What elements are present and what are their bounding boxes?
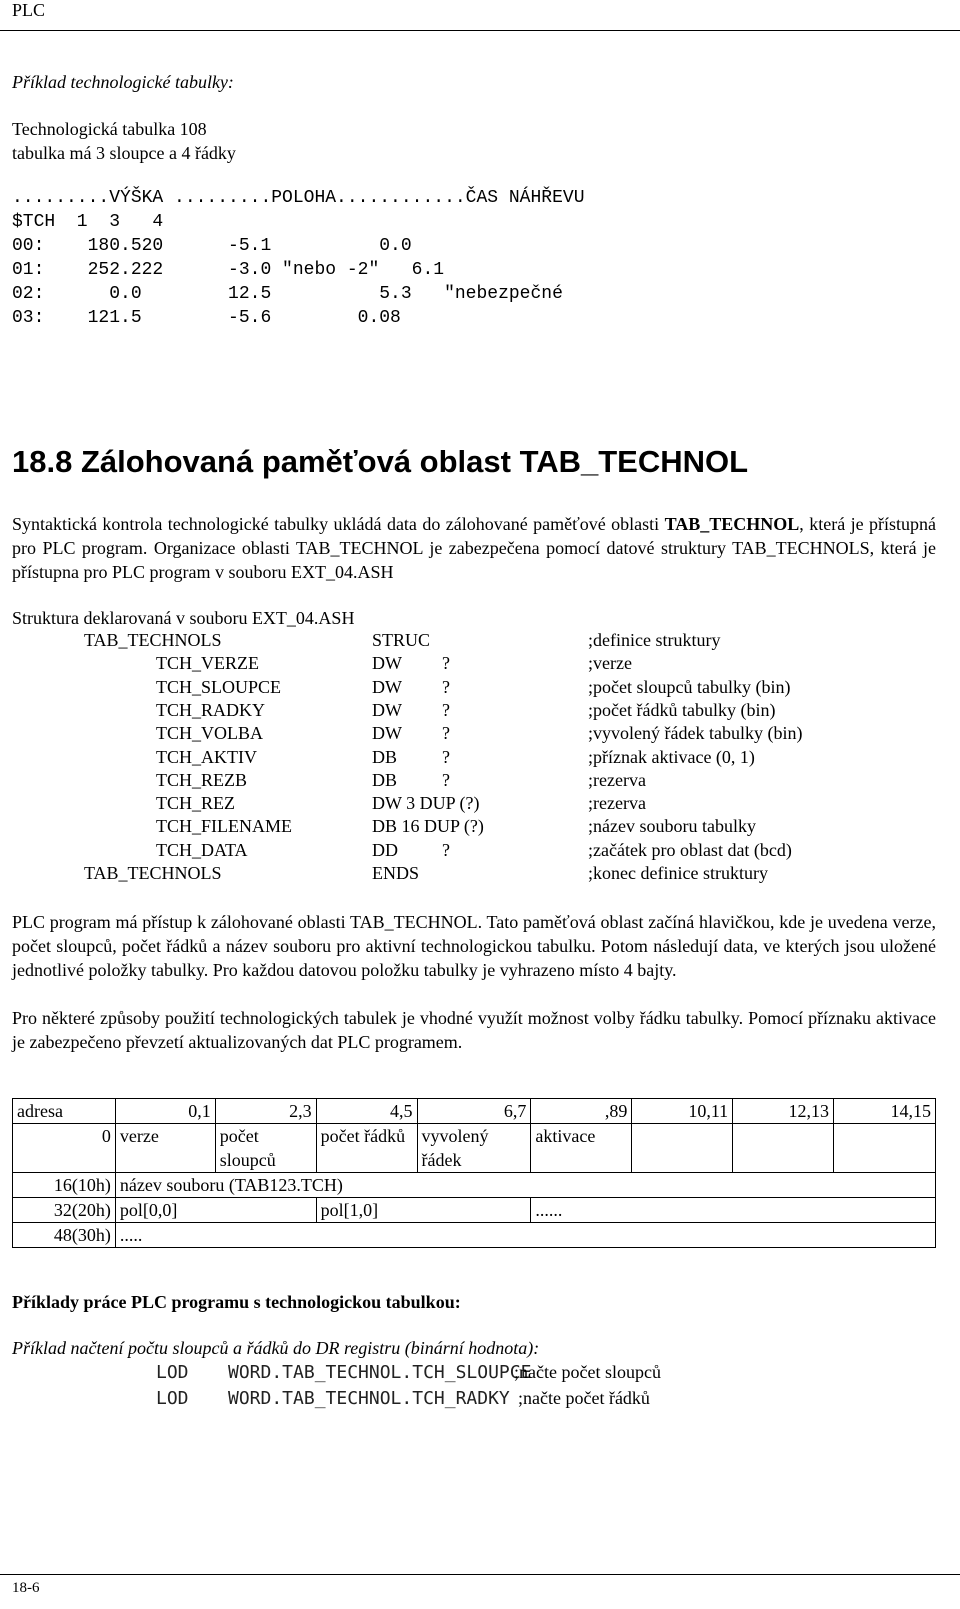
listing-line: 01: 252.222 -3.0 "nebo -2" 6.1: [12, 260, 445, 280]
struct-field-comment: ;rezerva: [588, 793, 646, 813]
header-cell: adresa: [13, 1099, 116, 1124]
struct-field-comment: ;verze: [588, 653, 632, 673]
code-arg: WORD.TAB_TECHNOL.TCH_RADKY: [228, 1388, 510, 1409]
struct-field-name: TCH_REZ: [156, 793, 235, 813]
table-cell: vyvolený řádek: [417, 1124, 531, 1173]
struct-field-comment: ;příznak aktivace (0, 1): [588, 747, 755, 767]
listing-line: 00: 180.520 -5.1 0.0: [12, 236, 412, 256]
struct-caption: Struktura deklarovaná v souboru EXT_04.ASH: [12, 608, 355, 628]
table-cell: .....: [115, 1223, 935, 1248]
struct-field-type: DW 3 DUP (?): [372, 793, 480, 813]
struct-field-comment: ;počet sloupců tabulky (bin): [588, 677, 791, 697]
header-rule: [0, 30, 960, 31]
struct-field-name: TCH_RADKY: [156, 700, 266, 720]
header-cell: 6,7: [417, 1099, 531, 1124]
struct-field-type: DW: [372, 700, 402, 720]
table-cell: počet řádků: [316, 1124, 417, 1173]
struct-field-comment: ;začátek pro oblast dat (bcd): [588, 840, 792, 860]
struct-field-init: ?: [442, 700, 450, 720]
struct-field-type: DB: [372, 770, 398, 790]
addr-cell: 32(20h): [13, 1198, 116, 1223]
struct-field-type: DB 16 DUP (?): [372, 816, 484, 836]
table-row: [13, 1124, 936, 1173]
struct-field-name: TCH_VOLBA: [156, 723, 263, 743]
table-cell: aktivace: [531, 1124, 632, 1173]
code-arg: WORD.TAB_TECHNOL.TCH_SLOUPCE: [228, 1362, 532, 1383]
struct-field-type: DB: [372, 747, 398, 767]
struct-field-comment: ;konec definice struktury: [588, 863, 768, 883]
header-cell: 12,13: [733, 1099, 834, 1124]
table-dims: tabulka má 3 sloupce a 4 řádky: [12, 143, 236, 163]
code-comment: ;načte počet sloupců: [514, 1362, 661, 1382]
examples-title: Příklady práce PLC programu s technologickou tabulkou:: [12, 1292, 461, 1312]
page-number: 18-6: [12, 1580, 40, 1596]
table-row: [13, 1198, 936, 1223]
struct-field-comment: ;rezerva: [588, 770, 646, 790]
header-cell: 4,5: [316, 1099, 417, 1124]
struct-field-init: ?: [442, 770, 450, 790]
addr-cell: 48(30h): [13, 1223, 116, 1248]
intro-paragraph: [12, 512, 936, 584]
code-op: LOD: [156, 1362, 189, 1383]
struct-field-name: TCH_DATA: [156, 840, 248, 860]
table-header-row: [13, 1099, 936, 1124]
table-cell: [733, 1124, 834, 1173]
table-cell: pol[0,0]: [115, 1198, 316, 1223]
struct-field-name: TAB_TECHNOLS: [84, 863, 222, 883]
footer-rule: [0, 1574, 960, 1575]
struct-field-init: ?: [442, 723, 450, 743]
struct-field-name: TCH_FILENAME: [156, 816, 292, 836]
struct-field-init: ?: [442, 840, 450, 860]
listing-line: $TCH 1 3 4: [12, 212, 164, 232]
intro-text-2: , která je přístupná pro PLC program. Organizace oblasti TAB_TECHNOL je zabezpečena pomocí datové struktury TAB_TECHNOLS, která je přístupna pro PLC program v souboru EXT_04.ASH: [12, 514, 936, 582]
intro-bold: TAB_TECHNOL: [664, 514, 800, 534]
code-comment: ;načte počet řádků: [518, 1388, 650, 1408]
header-cell: 2,3: [215, 1099, 316, 1124]
struct-field-comment: ;název souboru tabulky: [588, 816, 756, 836]
struct-field-comment: ;počet řádků tabulky (bin): [588, 700, 776, 720]
struct-field-name: TAB_TECHNOLS: [84, 630, 222, 650]
table-row: [13, 1173, 936, 1198]
header-cell: 0,1: [115, 1099, 215, 1124]
struct-field-type: DW: [372, 723, 402, 743]
struct-field-init: ?: [442, 653, 450, 673]
listing-line: 02: 0.0 12.5 5.3 "nebezpečné: [12, 284, 563, 304]
table-cell: [834, 1124, 936, 1173]
table-cell: počet sloupců: [215, 1124, 316, 1173]
addr-cell: 0: [13, 1124, 116, 1173]
listing-line: .........VÝŠKA .........POLOHA............ČAS NÁHŘEVU: [12, 188, 585, 208]
example-intro: Příklad technologické tabulky:: [12, 72, 234, 92]
header-cell: ,89: [531, 1099, 632, 1124]
struct-field-type: ENDS: [372, 863, 420, 883]
struct-field-type: DW: [372, 653, 402, 673]
table-row: [13, 1223, 936, 1248]
access-paragraph-2: Pro některé způsoby použití technologických tabulek je vhodné využít možnost volby řádku tabulky. Pomocí příznaku aktivace je zabezpečeno převzetí aktualizovaných dat PLC programem.: [12, 1008, 936, 1052]
table-cell: ......: [531, 1198, 936, 1223]
struct-field-init: ?: [442, 677, 450, 697]
table-cell: pol[1,0]: [316, 1198, 531, 1223]
struct-field-name: TCH_VERZE: [156, 653, 259, 673]
table-cell: název souboru (TAB123.TCH): [115, 1173, 935, 1198]
struct-field-type: STRUC: [372, 630, 431, 650]
struct-field-name: TCH_SLOUPCE: [156, 677, 282, 697]
struct-field-name: TCH_REZB: [156, 770, 248, 790]
listing-line: 03: 121.5 -5.6 0.08: [12, 308, 401, 328]
table-cell: [632, 1124, 733, 1173]
page-header: PLC: [12, 0, 46, 20]
struct-field-init: ?: [442, 747, 450, 767]
table-cell: verze: [115, 1124, 215, 1173]
example-caption: Příklad načtení počtu sloupců a řádků do DR registru (binární hodnota):: [12, 1338, 540, 1358]
struct-field-comment: ;vyvolený řádek tabulky (bin): [588, 723, 803, 743]
header-cell: 10,11: [632, 1099, 733, 1124]
memory-layout-table: [12, 1098, 936, 1248]
section-title: 18.8 Zálohovaná paměťová oblast TAB_TECHNOL: [12, 444, 749, 479]
table-name: Technologická tabulka 108: [12, 119, 207, 139]
access-paragraph-1: PLC program má přístup k zálohované oblasti TAB_TECHNOL. Tato paměťová oblast začíná hlavičkou, kde je uvedena verze, počet sloupců, počet řádků a název souboru pro aktivní technologickou tabulku. Potom následují data, ve kterých jsou uložené jednotlivé položky tabulky. Pro každou datovou položku tabulky je vyhrazeno místo 4 bajty.: [12, 912, 936, 980]
intro-text-1: Syntaktická kontrola technologické tabulky ukládá data do zálohované paměťové oblasti: [12, 514, 665, 534]
addr-cell: 16(10h): [13, 1173, 116, 1198]
struct-field-type: DW: [372, 677, 402, 697]
struct-field-name: TCH_AKTIV: [156, 747, 257, 767]
header-cell: 14,15: [834, 1099, 936, 1124]
code-op: LOD: [156, 1388, 189, 1409]
struct-field-comment: ;definice struktury: [588, 630, 721, 650]
struct-field-type: DD: [372, 840, 398, 860]
